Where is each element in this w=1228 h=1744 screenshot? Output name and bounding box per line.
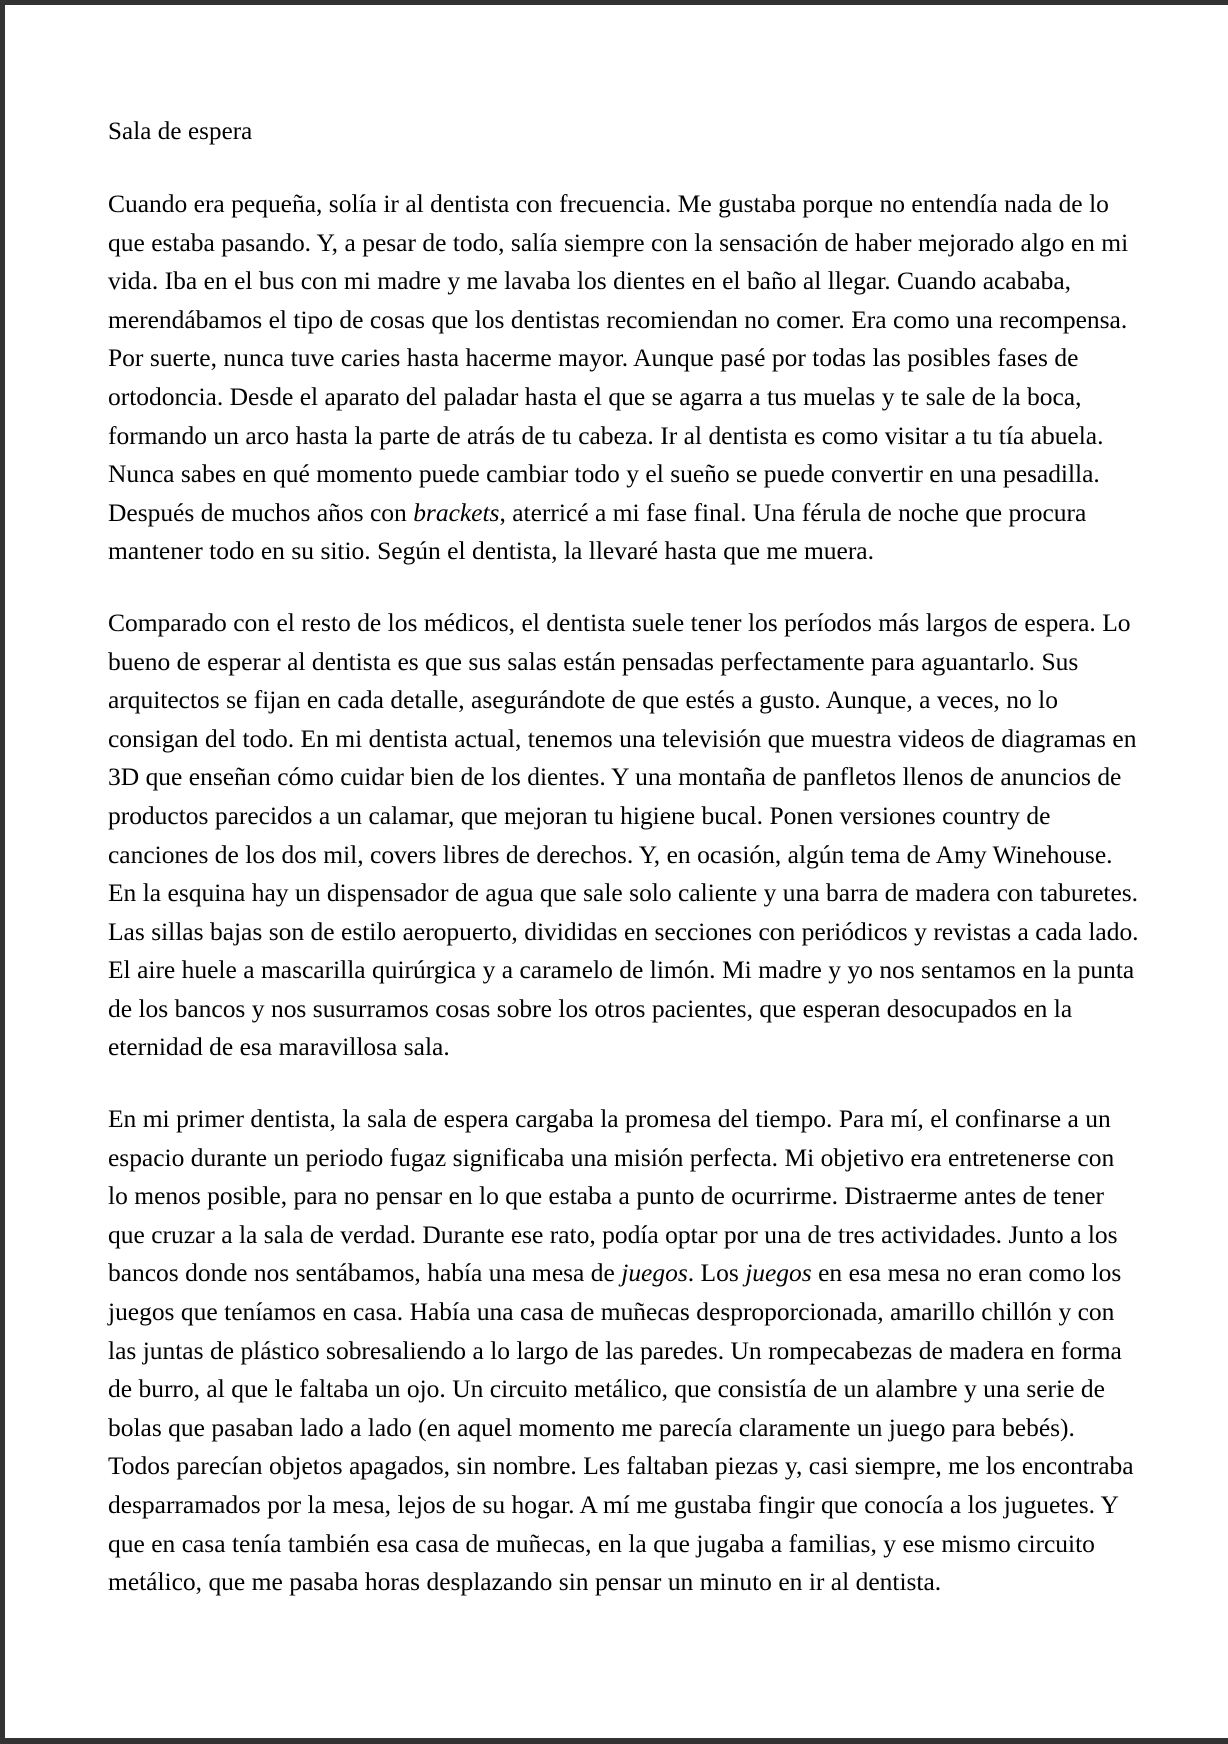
paragraph-3: En mi primer dentista, la sala de espera cargaba la promesa del tiempo. Para mí, el confinarse a un espacio durante un periodo fugaz significaba una misión perfecta. Mi objetivo era entretenerse con lo menos posible, para no pensar en lo que estaba a punto de ocurrirme. Distraerme antes de tener que cruzar a la sala de verdad. Durante ese rato, podía optar por una de tres actividades. Junto a los bancos donde nos sentábamos, había una mesa de juegos. Los juegos en esa mesa no eran como los juegos que teníamos en casa. Había una casa de muñecas desproporcionada, amarillo chillón y con las juntas de plástico sobresaliendo a lo largo de las paredes. Un rompecabezas de madera en forma de burro, al que le faltaba un ojo. Un circuito metálico, que consistía de un alambre y una serie de bolas que pasaban lado a lado (en aquel momento me parecía claramente un juego para bebés). Todos parecían objetos apagados, sin nombre. Les faltaban piezas y, casi siempre, me los encontraba desparramados por la mesa, lejos de su hogar. A mí me gustaba fingir que conocía a los juguetes. Y que en casa tenía también esa casa de muñecas, en la que jugaba a familias, y ese mismo circuito metálico, que me pasaba horas desplazando sin pensar un minuto en ir al dentista. — [108, 1104, 1134, 1597]
page-title: Sala de espera — [108, 118, 253, 145]
paragraph-2: Comparado con el resto de los médicos, el dentista suele tener los períodos más largos de espera. Lo bueno de esperar al dentista es que sus salas están pensadas perfectamente para aguantarlo. Sus arquitectos se fijan en cada detalle, asegurándote de que estés a gusto. Aunque, a veces, no lo consigan del todo. En mi dentista actual, tenemos una televisión que muestra videos de diagramas en 3D que enseñan cómo cuidar bien de los dientes. Y una montaña de panfletos llenos de anuncios de productos parecidos a un calamar, que mejoran tu higiene bucal. Ponen versiones country de canciones de los dos mil, covers libres de derechos. Y, en ocasión, algún tema de Amy Winehouse. En la esquina hay un dispensador de agua que sale solo caliente y una barra de madera con taburetes. Las sillas bajas son de estilo aeropuerto, divididas en secciones con periódicos y revistas a cada lado. El aire huele a mascarilla quirúrgica y a caramelo de limón. Mi madre y yo nos sentamos en la punta de los bancos y nos susurramos cosas sobre los otros pacientes, que esperan desocupados en la eternidad de esa maravillosa sala. — [108, 607, 1139, 1062]
paragraph-1: Cuando era pequeña, solía ir al dentista con frecuencia. Me gustaba porque no entendía nada de lo que estaba pasando. Y, a pesar de todo, salía siempre con la sensación de haber mejorado algo en mi vida. Iba en el bus con mi madre y me lavaba los dientes en el baño al llegar. Cuando acababa, merendábamos el tipo de cosas que los dentistas recomiendan no comer. Era como una recompensa. Por suerte, nunca tuve caries hasta hacerme mayor. Aunque pasé por todas las posibles fases de ortodoncia. Desde el aparato del paladar hasta el que se agarra a tus muelas y te sale de la boca, formando un arco hasta la parte de atrás de tu cabeza. Ir al dentista es como visitar a tu tía abuela. Nunca sabes en qué momento puede cambiar todo y el sueño se puede convertir en una pesadilla. Después de muchos años con brackets, aterricé a mi fase final. Una férula de noche que procura mantener todo en su sitio. Según el dentista, la llevaré hasta que me muera. — [108, 189, 1129, 566]
emphasized-term: juegos — [745, 1258, 812, 1288]
document-body — [5, 5, 1228, 1738]
emphasized-term: brackets — [413, 497, 500, 527]
emphasized-term: juegos — [621, 1258, 688, 1288]
paragraph-container — [108, 185, 1140, 1602]
